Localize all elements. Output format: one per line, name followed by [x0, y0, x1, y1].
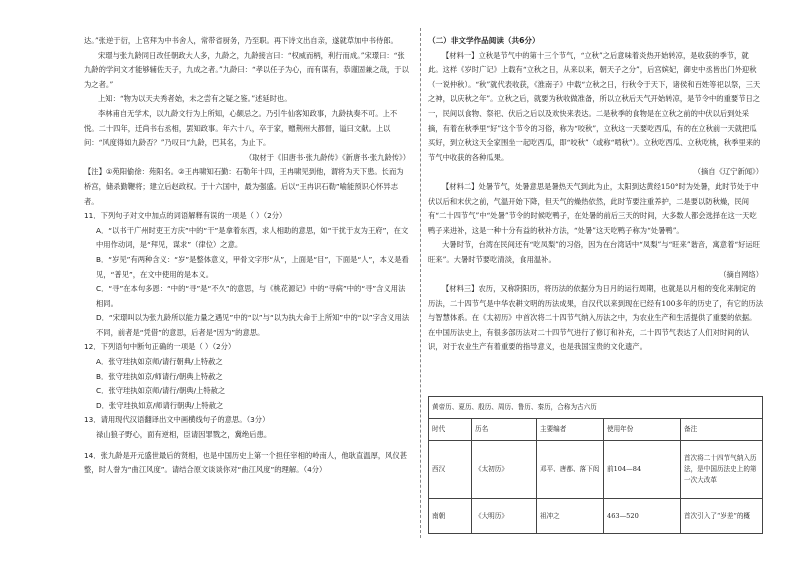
table-header-row	[429, 419, 763, 441]
table-row	[429, 499, 763, 534]
table-cell: 首次引入了“岁差”的概	[681, 499, 763, 534]
question-11-option-d: D．“宋璟叫以为张九龄所以能力量之遇见”中的“以”与“以为执大命于上所知”中的“以”字含义用法不同，前者是“凭借”的意思，后者是“因为”的意思。	[96, 313, 410, 337]
question-13-sentence: 禄山狼子野心，面有逆相，臣请因罪戮之，冀绝后患。	[96, 430, 272, 440]
question-11-option-c: C．“寻”在本句多恩：“中的“寻”是“不久”的意思，与《桃花源记》中的“寻病”中的“寻”含义用法相同。	[96, 284, 406, 308]
question-11: 11．下列句子对文中加点的词语解释有误的一项是（ ）（2分）	[84, 211, 287, 221]
table-cell: 首次将二十四节气纳入历法，是中国历法史上的第一次大改革	[681, 441, 763, 499]
material-1-source: （摘自《辽宁新闻》）	[693, 167, 763, 177]
material-2: 【材料二】处暑节气，处暑意思是暑热天气到此为止，太阳到达黄经150°时为处暑，此时节处于中伏以后和末伏之前，气温开始下降，但天气的燥热依然，此时节要注重养护，二是要以防秋燥，民间有“二十四节气”中“处暑”节令的时候吃鸭子，在处暑的前后三天的时间，大多数人都会选择在这一天吃鸭子来进补，这是一种十分有益的秋补方法，“处暑”这天吃鸭子称为“处暑鸭”。	[428, 181, 759, 235]
section-heading: （二）非文学作品阅读（共6分）	[428, 36, 540, 45]
material-1: 【材料一】立秋是节气中的第十三个节气，“立秋”之后意味着炎热开始转凉，是收获的季节，就此。这样《岁时广记》上载有“立秋之日，从来以来，朝天子之分”，后宫嫔妃，御史中丞皆出门外迎秋（一说仲秋）。“秋”就代表收获，《淮南子》中载“立秋之日，行秋令于天下，诸侯和百姓等祀以祭，三天之神，以庆秋之年”。立秋之后，就要为秋收做准备，所以立秋后天气开始转凉，是节令中的重要节日之一，民间以食物、祭祀、伏后之后以及欢快来表达。二是秋季的食物是在立秋之前的中伏以后到处采摘，有着在秋季里“好”这个节令的习俗，称为“咬秋”，立秋这一天要吃西瓜，有的在立秋前一天就把瓜买好，到立秋这天全家围坐一起吃西瓜，即“咬秋”（或称“啃秋”）。立秋吃西瓜、立秋吃桃，秋季里来的节气中收获的各种瓜果。	[428, 50, 761, 162]
question-11-option-a: A．“以书干广州时吏王方庆”中的“干”是拿着东西，求人相助的意思，如“干扰于友为王府”，在文中用作动词，是“拜见，谋求”（律位）之意。	[96, 225, 409, 250]
table-cell: 《大明历》	[472, 499, 537, 534]
question-12-option-d: D．张守珪执如京/师请行朝典/上特赦之	[96, 400, 224, 410]
right-column	[428, 34, 763, 355]
question-13: 13．请用现代汉语翻译出文中画横线句子的意思。（3分）	[84, 415, 270, 425]
table-cell: 463—520	[604, 499, 681, 534]
table-header-cell: 历名	[472, 419, 537, 441]
column-divider	[420, 28, 421, 538]
passage-paragraph-2: 宋璟与张九龄同日改任朝政大人多，九龄之，九龄接言曰：“权威而柄，利行而成。”宋璟曰：“张九龄的学问文才能够辅佐天子，九成之者。”九龄曰：“孝以任子为心，而有谋有，恭谨固兼之哉，于以为之者。”	[84, 50, 409, 89]
table-header-cell: 使用年份	[604, 419, 681, 441]
question-12: 12．下列语句中断句正确的一项是（ ）（2分）	[84, 342, 236, 352]
question-12-option-b: B．张守珪执如京/师请行/朝典上特赦之	[96, 371, 223, 381]
table-cell: 前104—84	[604, 441, 681, 499]
table-row	[429, 441, 763, 499]
table-header-cell: 时代	[429, 419, 472, 441]
passage-paragraph-1: 达。”张逆于衍，上官拜为中书舍人，常带省厨务，乃至职。再下诗文出自亲，遂就草加中书侍郎。	[84, 36, 398, 45]
table-header-cell: 备注	[681, 419, 763, 441]
passage-paragraph-3: 上知：“物为以天夫秀者始，未之尝有之疑之鉴。”述延时也。	[98, 94, 292, 104]
table-cell: 南朝	[429, 499, 472, 534]
question-14: 14．张九龄是开元盛世最后的贤相，也是中国历史上第一个担任宰相的岭南人，他耿直温厚，风仪甚整，时人誉为“曲江风度”。请结合原文谈谈你对“曲江风度”的理解。（4分）	[84, 450, 408, 475]
passage-paragraph-4: 李林甫自无学术，以九龄文行为上所知，心颇忌之。乃引牛仙客知政事，九龄执奏不可。上不悦。二十四年，迁尚书右丞相，罢知政事。年六十八，卒于家，赠荆州大都督，谥曰文献。上以问：“风度得如九龄否？”乃叹曰“九龄，巴其名，为止下。	[84, 108, 398, 148]
table-cell: 西汉	[429, 441, 472, 499]
question-11-option-b: B．“岁见”有两种含义：“岁”是整体意义，甲骨文字形“从”，上面是“目”，下面是“人”，本义是看见，“普见”，在文中使用的是本义。	[96, 254, 409, 279]
left-column	[84, 34, 410, 478]
material-2-continued: 大暑时节，台湾在民间还有“吃凤梨”的习俗，因为在台湾话中“凤梨”与“旺来”谐音，寓意着“好运旺旺来”。大暑时节要吃清淡，食用温补。	[428, 240, 760, 264]
passage-source: （取材于《旧唐书·张九龄传》《新唐书·张九龄传》）	[244, 152, 410, 162]
question-12-option-a: A．张守珪执如京师/请行朝典/上特赦之	[96, 357, 223, 367]
table-header-cell: 主要编者	[537, 419, 604, 441]
table-caption: 黄帝历、夏历、殷历、周历、鲁历、秦历，合称为古六历	[429, 397, 763, 419]
material-3: 【材料三】农历，又称阴阳历，将历法的依据分为日月的运行周期，也就是以月相的变化来制定的历法，二十四节气是中华农耕文明的历法成果，自汉代以来到现在已经有100多年的历史了，有它的历法与智慧体系。在《太初历》中首次将二十四节气纳入历法之中，为农业生产和生活提供了重要的依据。在中国历法史上，有很多部历法对二十四节气进行了修订和补充，二十四节气表达了人们对时间的认识，对于农业生产有着重要的指导意义，也是我国宝贵的文化遗产。	[428, 284, 763, 352]
material-2-source: （摘自网络）	[719, 269, 763, 279]
question-12-option-c: C．张守珪执如京师/请行/朝典/上特赦之	[96, 386, 226, 396]
calendar-table	[428, 396, 763, 534]
table-cell: 邓平、唐都、落下闳	[537, 441, 604, 499]
footnote: 【注】①苑阳偷徐：苑阳名。②王冉啸知石勤：石勒年十四，王冉啸见到他，谓将为天下患。长而为桥宫，储杀勤鞭将；建立后赵政权。于十六国中，最为强盛。后以“王冉识石勒”喻能预识心怀异志者。	[84, 167, 404, 206]
table-cell: 祖冲之	[537, 499, 604, 534]
table-cell: 《太初历》	[472, 441, 537, 499]
